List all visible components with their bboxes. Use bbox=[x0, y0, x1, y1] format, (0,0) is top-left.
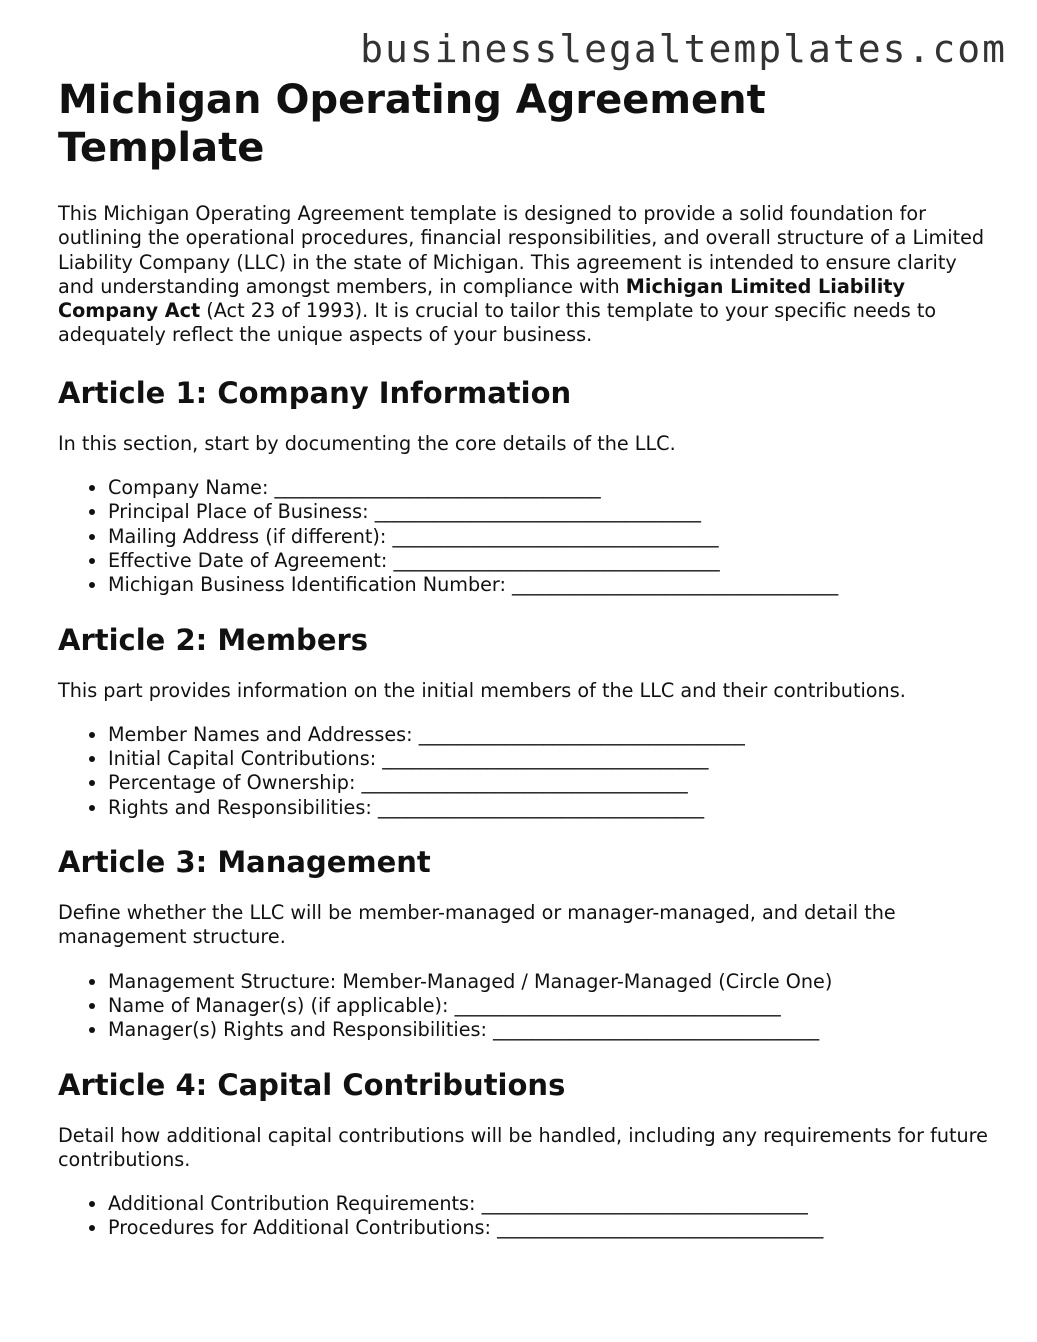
list-item: • Percentage of Ownership: __________________________________ bbox=[108, 771, 988, 795]
list-item: • Procedures for Additional Contributions: __________________________________ bbox=[108, 1216, 988, 1240]
article-intro: This part provides information on the initial members of the LLC and their contributions. bbox=[58, 678, 906, 702]
article-heading: Article 2: Members bbox=[58, 622, 369, 657]
article-1 bbox=[58, 375, 988, 598]
page-title: Michigan Operating Agreement Template bbox=[58, 77, 766, 171]
list-item: • Rights and Responsibilities: __________________________________ bbox=[108, 796, 988, 820]
list-item: • Manager(s) Rights and Responsibilities: __________________________________ bbox=[108, 1018, 988, 1042]
list-item: • Management Structure: Member-Managed / Manager-Managed (Circle One) bbox=[108, 970, 988, 994]
field-list bbox=[58, 1192, 988, 1241]
article-intro: Detail how additional capital contributions will be handled, including any requirements for future contributions. bbox=[58, 1123, 988, 1171]
list-item: • Mailing Address (if different): __________________________________ bbox=[108, 525, 988, 549]
list-item: • Company Name: __________________________________ bbox=[108, 476, 988, 500]
watermark: businesslegaltemplates.com bbox=[360, 27, 1007, 71]
field-list bbox=[58, 476, 988, 597]
intro-text-before: This Michigan Operating Agreement template is designed to provide a solid foundation for outlining the operational procedures, financial responsibilities, and overall structure of a Limited Liability Company (LLC) in the state of Michigan. This agreement is intended to ensure clarity and understanding amongst members, in compliance with bbox=[58, 202, 985, 298]
intro-text-after: (Act 23 of 1993). It is crucial to tailor this template to your specific needs to adequately reflect the unique aspects of your business. bbox=[58, 299, 937, 347]
intro-act-name: Michigan Limited Liability Company Act bbox=[58, 274, 905, 323]
intro-paragraph bbox=[58, 202, 988, 348]
article-4 bbox=[58, 1067, 988, 1241]
list-item: • Michigan Business Identification Number: __________________________________ bbox=[108, 573, 988, 597]
article-2 bbox=[58, 622, 988, 820]
list-item: • Initial Capital Contributions: __________________________________ bbox=[108, 747, 988, 771]
article-intro: Define whether the LLC will be member-managed or manager-managed, and detail the management structure. bbox=[58, 901, 896, 949]
list-item: • Member Names and Addresses: __________________________________ bbox=[108, 723, 988, 747]
field-list bbox=[58, 970, 988, 1043]
list-item: • Principal Place of Business: __________________________________ bbox=[108, 500, 988, 524]
list-item: • Effective Date of Agreement: __________________________________ bbox=[108, 549, 988, 573]
article-intro: In this section, start by documenting the core details of the LLC. bbox=[58, 431, 676, 455]
article-heading: Article 4: Capital Contributions bbox=[58, 1067, 566, 1102]
article-3 bbox=[58, 844, 988, 1042]
field-list bbox=[58, 723, 988, 820]
article-heading: Article 1: Company Information bbox=[58, 375, 572, 410]
list-item: • Name of Manager(s) (if applicable): __________________________________ bbox=[108, 994, 988, 1018]
document-page bbox=[58, 76, 988, 1265]
article-heading: Article 3: Management bbox=[58, 845, 431, 880]
list-item: • Additional Contribution Requirements: __________________________________ bbox=[108, 1192, 988, 1216]
